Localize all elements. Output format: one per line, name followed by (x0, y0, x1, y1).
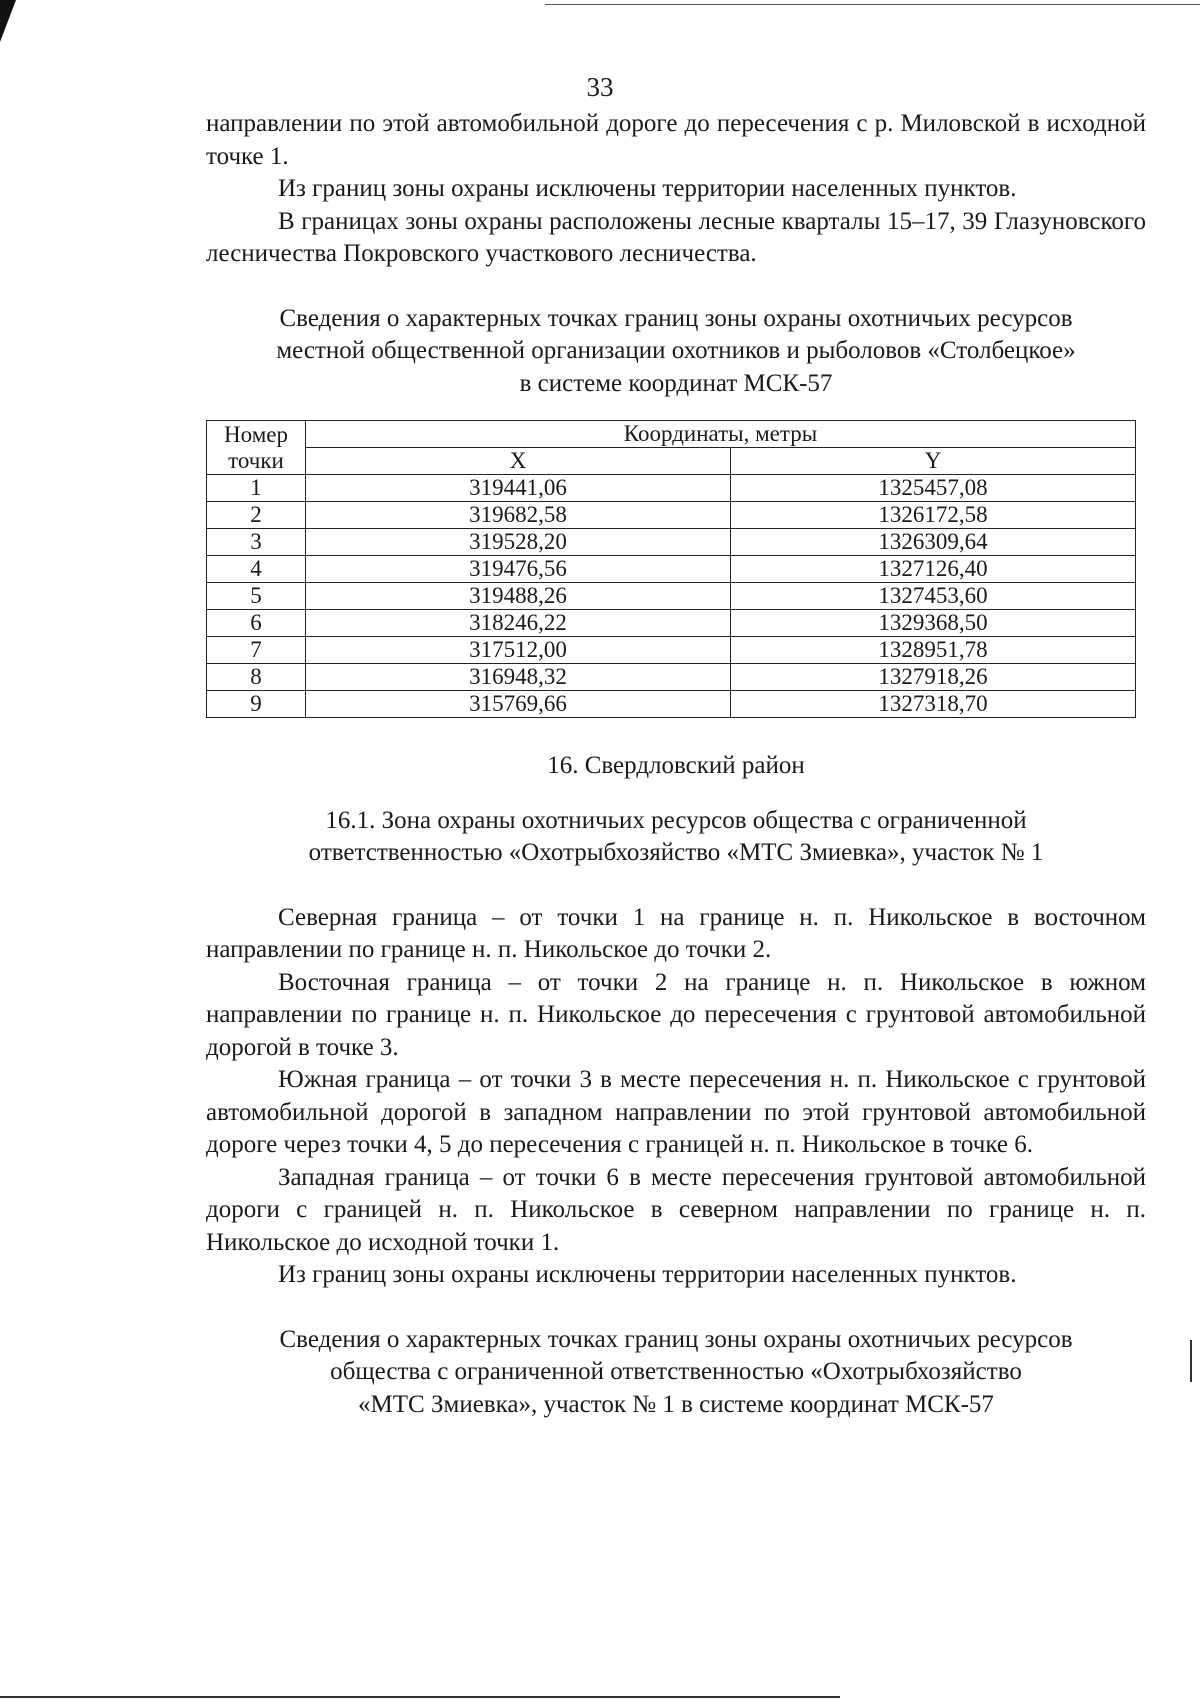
cell-number: 5 (207, 583, 306, 610)
coordinates-table-stolbetskoe (206, 420, 1136, 718)
table1-caption-line: в системе координат МСК-57 (519, 369, 833, 397)
spacer (206, 783, 1146, 805)
cell-y: 1327918,26 (731, 664, 1136, 691)
intro-paragraph-exclusion: Из границ зоны охраны исключены территории населенных пунктов. (278, 175, 1017, 202)
cell-x: 315769,66 (306, 691, 731, 718)
table-row (207, 664, 1136, 691)
table-row (207, 556, 1136, 583)
header-point-number (207, 421, 306, 475)
cell-number: 8 (207, 664, 306, 691)
spacer (206, 1292, 1146, 1324)
header-point-number-line2: точки (228, 447, 284, 473)
scan-edge-line-top (545, 4, 1200, 5)
subsection-title-line: 16.1. Зона охраны охотничьих ресурсов общества с ограниченной (325, 806, 1027, 834)
cell-number: 3 (207, 529, 306, 556)
cell-number: 6 (207, 610, 306, 637)
header-y: Y (731, 448, 1136, 475)
page-number: 33 (586, 72, 614, 102)
table-row (207, 502, 1136, 529)
cell-x: 318246,22 (306, 610, 731, 637)
cell-y: 1327318,70 (731, 691, 1136, 718)
cell-x: 319476,56 (306, 556, 731, 583)
cell-y: 1325457,08 (731, 475, 1136, 502)
cell-x: 319441,06 (306, 475, 731, 502)
scan-edge-line-right (1190, 1340, 1192, 1382)
cell-y: 1327126,40 (731, 556, 1136, 583)
cell-number: 2 (207, 502, 306, 529)
intro-paragraph-continued: направлении по этой автомобильной дороге до пересечения с р. Миловской в исходной точке 1. (206, 110, 1146, 170)
table-row (207, 637, 1136, 664)
section-title: 16. Свердловский район (547, 752, 805, 779)
table-row (207, 610, 1136, 637)
scan-corner-mark (0, 0, 16, 42)
table2-caption-line: «МТС Змиевка», участок № 1 в системе координат МСК-57 (358, 1390, 994, 1418)
document-body (206, 108, 1146, 1421)
table-row (207, 529, 1136, 556)
spacer (206, 718, 1146, 750)
subsection-title-line: ответственностью «Охотрыбхозяйство «МТС Змиевка», участок № 1 (308, 839, 1044, 866)
table-row (207, 691, 1136, 718)
subsection-title (206, 805, 1146, 870)
table1-caption-line: местной общественной организации охотников и рыболовов «Столбецкое» (276, 337, 1076, 364)
header-x: X (306, 448, 731, 475)
cell-number: 9 (207, 691, 306, 718)
cell-y: 1329368,50 (731, 610, 1136, 637)
western-boundary: Западная граница – от точки 6 в месте пересечения грунтовой автомобильной дороги с границей н. п. Никольское в северном направлении по границе н. п. Никольское до исходной точки 1. (206, 1163, 1146, 1256)
cell-x: 319488,26 (306, 583, 731, 610)
eastern-boundary: Восточная граница – от точки 2 на границе н. п. Никольское в южном направлении по границе н. п. Никольское до пересечения с грунтовой автомобильной дорогой в точке 3. (206, 968, 1146, 1061)
cell-x: 317512,00 (306, 637, 731, 664)
spacer (206, 271, 1146, 303)
cell-number: 1 (207, 475, 306, 502)
cell-x: 319528,20 (306, 529, 731, 556)
table-row (207, 583, 1136, 610)
header-coordinates: Координаты, метры (306, 421, 1136, 448)
table2-caption-line: общества с ограниченной ответственностью «Охотрыбхозяйство (330, 1358, 1022, 1385)
table2-caption-line: Сведения о характерных точках границ зоны охраны охотничьих ресурсов (279, 1325, 1073, 1353)
header-point-number-line1: Номер (224, 421, 288, 447)
table-body (207, 475, 1136, 718)
cell-x: 316948,32 (306, 664, 731, 691)
cell-number: 7 (207, 637, 306, 664)
table-subheader-row (207, 448, 1136, 475)
cell-x: 319682,58 (306, 502, 731, 529)
table1-caption-line: Сведения о характерных точках границ зоны охраны охотничьих ресурсов (279, 304, 1073, 332)
table1-caption (206, 303, 1146, 401)
table2-caption (206, 1324, 1146, 1422)
cell-y: 1326172,58 (731, 502, 1136, 529)
table-row (207, 475, 1136, 502)
cell-y: 1326309,64 (731, 529, 1136, 556)
cell-y: 1328951,78 (731, 637, 1136, 664)
northern-boundary: Северная граница – от точки 1 на границе н. п. Никольское в восточном направлении по границе н. п. Никольское до точки 2. (206, 903, 1146, 963)
scan-edge-line-bottom (0, 1696, 840, 1698)
settlement-exclusion: Из границ зоны охраны исключены территории населенных пунктов. (278, 1261, 1017, 1288)
table-header-row (207, 421, 1136, 448)
spacer (206, 870, 1146, 902)
southern-boundary: Южная граница – от точки 3 в месте пересечения н. п. Никольское с грунтовой автомобильной дорогой в западном направлении по этой грунтовой автомобильной дороге через точки 4, 5 до пересечения с границей н. п. Никольское в точке 6. (206, 1066, 1146, 1158)
cell-y: 1327453,60 (731, 583, 1136, 610)
cell-number: 4 (207, 556, 306, 583)
intro-paragraph-forest-quarters: В границах зоны охраны расположены лесные кварталы 15–17, 39 Глазуновского лесничества Покровского участкового лесничества. (206, 207, 1146, 267)
